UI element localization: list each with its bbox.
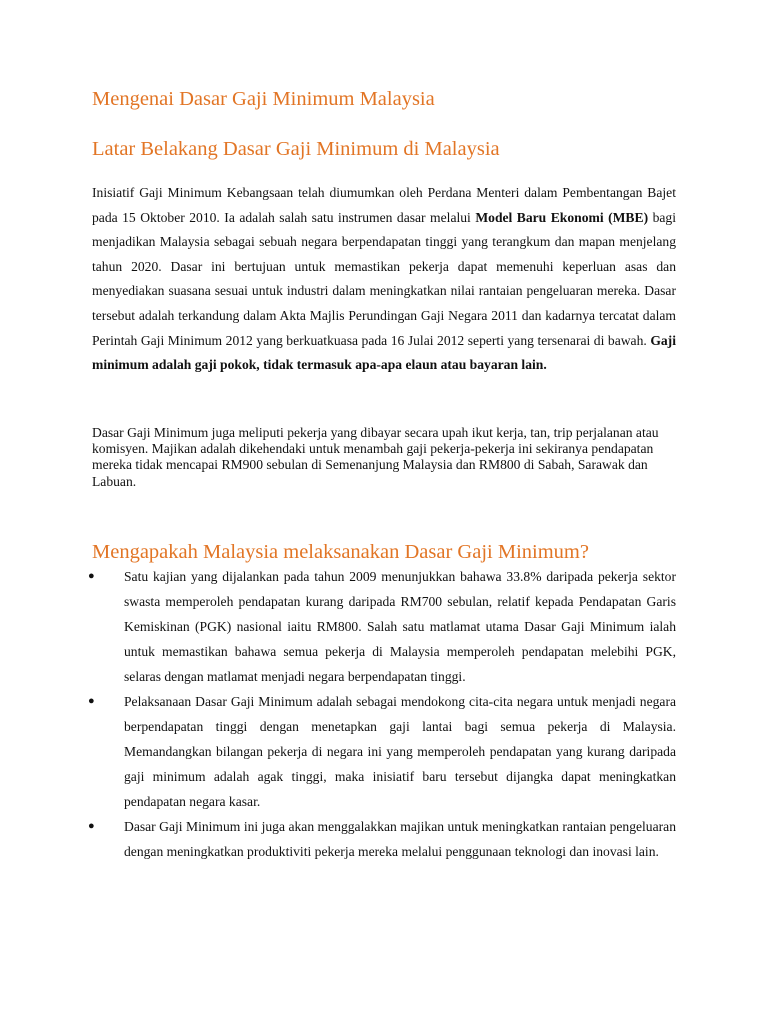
reasons-list bbox=[88, 564, 676, 864]
bullet-icon: ● bbox=[88, 820, 95, 832]
section-heading-why: Mengapakah Malaysia melaksanakan Dasar Gaji Minimum? bbox=[92, 541, 589, 563]
list-item bbox=[88, 564, 676, 689]
bold-text-basic-wage: Gaji minimum adalah gaji pokok, tidak termasuk apa-apa elaun atau bayaran lain. bbox=[92, 332, 676, 373]
bullet-icon: ● bbox=[88, 695, 95, 707]
list-item-text: Dasar Gaji Minimum ini juga akan menggalakkan majikan untuk meningkatkan rantaian pengeluaran dengan meningkatkan produktiviti pekerja mereka melalui penggunaan teknologi dan inovasi lain. bbox=[124, 819, 676, 859]
paragraph-background bbox=[92, 181, 676, 378]
list-item-text: Satu kajian yang dijalankan pada tahun 2009 menunjukkan bahawa 33.8% daripada pekerja sektor swasta memperoleh pendapatan kurang daripada RM700 sebulan, relatif kepada Pendapatan Garis Kemiskinan (PGK) nasional iaitu RM800. Salah satu matlamat utama Dasar Gaji Minimum ialah untuk memastikan bahawa semua pekerja di Malaysia memperoleh pendapatan melebihi PGK, selaras dengan matlamat menjadi negara berpendapatan tinggi. bbox=[124, 569, 676, 684]
list-item-text: Pelaksanaan Dasar Gaji Minimum adalah sebagai mendokong cita-cita negara untuk menjadi negara berpendapatan tinggi dengan menetapkan gaji lantai bagi semua pekerja di Malaysia. Memandangkan bilangan pekerja di negara ini yang memperoleh pendapatan yang kurang daripada gaji minimum adalah agak tinggi, maka inisiatif baru tersebut dijangka dapat meningkatkan pendapatan negara kasar. bbox=[124, 694, 676, 809]
paragraph-text: Inisiatif Gaji Minimum Kebangsaan telah diumumkan oleh Perdana Menteri dalam Pembentangan Bajet pada 15 Oktober 2010. Ia adalah salah satu instrumen dasar melalui bbox=[92, 185, 676, 225]
page-title: Mengenai Dasar Gaji Minimum Malaysia bbox=[92, 88, 435, 110]
section-heading-background: Latar Belakang Dasar Gaji Minimum di Malaysia bbox=[92, 138, 500, 160]
paragraph-text: bagi menjadikan Malaysia sebagai sebuah negara berpendapatan tinggi yang terangkum dan mapan menjelang tahun 2020. Dasar ini bertujuan untuk memastikan pekerja dapat memenuhi keperluan asas dan menyediakan suasana sesuai untuk industri dalam meningkatkan nilai rantaian pengeluaran mereka. Dasar tersebut adalah terkandung dalam Akta Majlis Perundingan Gaji Negara 2011 dan kadarnya tercatat dalam Perintah Gaji Minimum 2012 yang berkuatkuasa pada 16 Julai 2012 seperti yang tersenarai di bawah. bbox=[92, 209, 676, 348]
list-item bbox=[88, 814, 676, 864]
list-item bbox=[88, 689, 676, 814]
bold-text-mbe: Model Baru Ekonomi (MBE) bbox=[475, 209, 649, 225]
paragraph-piece-rate: Dasar Gaji Minimum juga meliputi pekerja yang dibayar secara upah ikut kerja, tan, trip perjalanan atau komisyen. Majikan adalah dikehendaki untuk menambah gaji pekerja-pekerja ini sekiranya pendapatan mereka tidak mencapai RM900 sebulan di Semenanjung Malaysia dan RM800 di Sabah, Sarawak dan Labuan. bbox=[92, 425, 659, 489]
bullet-icon: ● bbox=[88, 570, 95, 582]
